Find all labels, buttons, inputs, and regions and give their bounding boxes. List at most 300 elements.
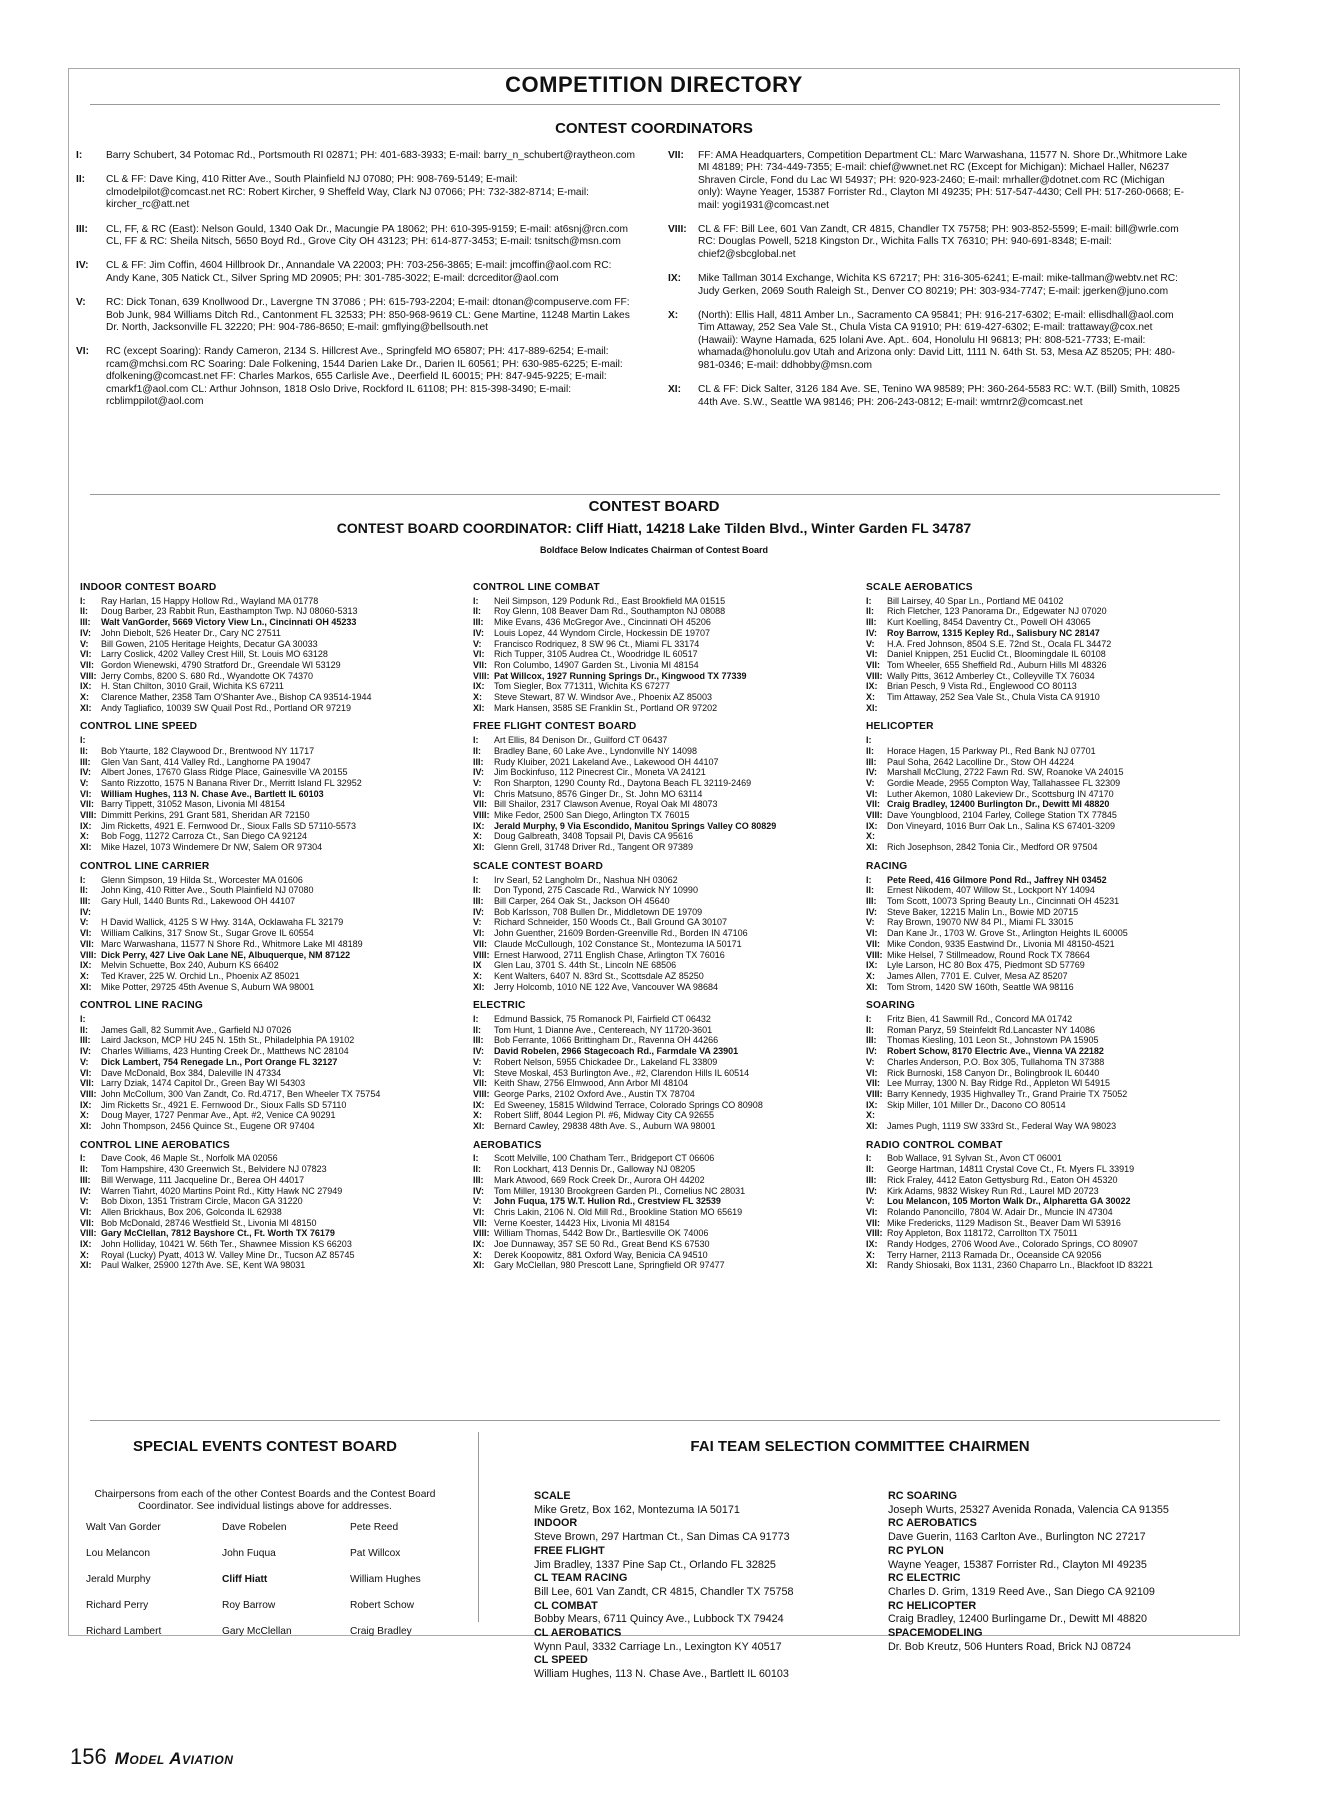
coordinator-text: RC: Dick Tonan, 639 Knollwood Dr., Lavergne TN 37086 ; PH: 615-793-2204; E-mail: dtonan@compuserve.com FF: Bob Junk, 984 Williams Ditch Rd., Cantonment FL 32533; PH: 850-968-9619 CL: Gene Martine, 11248 Martin Lakes Dr. North, Jacksonville FL 32220; PH: 904-786-8650; E-mail: gmflying@bellsouth.net [106, 297, 630, 334]
contest-board-block [80, 583, 462, 713]
region-label: V: [80, 638, 89, 649]
member-text: Bill Werwage, 111 Jacqueline Dr., Berea OH 44017 [101, 1174, 305, 1185]
board-member-row [80, 1035, 462, 1046]
member-text: Doug Barber, 23 Rabbit Run, Easthampton Twp. NJ 08060-5313 [101, 606, 358, 617]
member-text: Tim Attaway, 252 Sea Vale St., Chula Vista CA 91910 [887, 692, 1100, 703]
region-label: I: [866, 1014, 872, 1025]
board-member-row [473, 1121, 855, 1132]
coordinator-entry [76, 150, 636, 162]
board-chairman-row [866, 1196, 1228, 1207]
fai-category: RC HELICOPTER [888, 1599, 977, 1612]
board-member-row [866, 1153, 1228, 1164]
member-text: Tom Strom, 1420 SW 160th, Seattle WA 98116 [887, 981, 1074, 992]
region-label: III: [473, 756, 484, 767]
region-label: VIII: [866, 1228, 883, 1239]
member-text: Santo Rizzotto, 1575 N Banana River Dr., Merritt Island FL 32952 [101, 777, 362, 788]
member-text: John Thompson, 2456 Quince St., Eugene OR 97404 [101, 1121, 315, 1132]
coordinator-text: FF: AMA Headquarters, Competition Department CL: Marc Warwashana, 11577 N. Shore Dr.,Whitmore Lake MI 48189; PH: 734-449-7355; E-mail: chief@wwnet.net RC (Except for Michigan): Michael Haller, N6237 Shraven Circle, Fond du Lac WI 54937; PH: 920-923-2460; E-mail: mrhaller@dotnet.com RC (Michigan only): Wayne Yeager, 15387 Forrister Rd., Clayton MI 49235; PH: 517-547-4430; Cell PH: 517-260-0668; E-mail: yogi1931@comcast.net [698, 150, 1188, 211]
board-member-row [80, 907, 462, 918]
region-label: XI: [473, 1121, 485, 1132]
member-text: Mike Potter, 29725 45th Avenue S, Auburn WA 98001 [101, 981, 315, 992]
board-member-row [473, 960, 855, 971]
board-member-row [473, 1228, 855, 1239]
region-label: IV: [80, 1185, 92, 1196]
board-member-row [80, 735, 462, 746]
board-member-row [473, 789, 855, 800]
region-label: VIII: [866, 1088, 883, 1099]
region-label: III: [866, 756, 877, 767]
board-member-row [473, 1207, 855, 1218]
page-number: 156 [70, 1744, 107, 1769]
region-label: IV: [866, 906, 878, 917]
coordinator-text: Mike Tallman 3014 Exchange, Wichita KS 67217; PH: 316-305-6241; E-mail: mike-tallman@webtv.net RC: Judy Gerken, 2069 South Raleigh St., Denver CO 80219; PH: 303-934-7747; E-mail: jgerken@juno.com [698, 273, 1178, 297]
region-label: IV: [76, 260, 89, 272]
contest-board-block [866, 1141, 1228, 1271]
board-member-row [80, 1110, 462, 1121]
special-event-name: Cliff Hiatt [222, 1574, 268, 1585]
board-member-row [80, 1239, 462, 1250]
region-label: XI: [80, 1121, 92, 1132]
board-member-row [80, 681, 462, 692]
board-chairman-row [473, 821, 855, 832]
region-label: V: [80, 1056, 89, 1067]
member-text: Bernard Cawley, 29838 48th Ave. S., Auburn WA 98001 [494, 1121, 716, 1132]
board-member-row [473, 660, 855, 671]
region-label: III: [473, 1174, 484, 1185]
member-text: Lou Melancon, 105 Morton Walk Dr., Alpharetta GA 30022 [887, 1196, 1131, 1207]
magazine-name: Model Aviation [114, 1749, 234, 1768]
region-label: VII: [866, 659, 881, 670]
board-member-row [473, 778, 855, 789]
board-member-row [80, 703, 462, 714]
member-text: Bill Shailor, 2317 Clawson Avenue, Royal Oak MI 48073 [494, 799, 718, 810]
region-label: VII: [473, 659, 488, 670]
coordinator-text: CL & FF: Dick Salter, 3126 184 Ave. SE, Tenino WA 98589; PH: 360-264-5583 RC: W.T. (Bill) Smith, 10825 44th Ave. S.W., Seattle WA 98146; PH: 206-243-0812; E-mail: wmtrnr2@comcast.net [698, 384, 1180, 408]
board-member-row [866, 1035, 1228, 1046]
board-member-row [866, 789, 1228, 800]
member-text: Barry Kennedy, 1935 Highvalley Tr., Grand Prairie TX 75052 [887, 1088, 1128, 1099]
fai-category: SPACEMODELING [888, 1627, 983, 1640]
board-member-row [473, 907, 855, 918]
region-label: IX: [866, 1099, 878, 1110]
region-label: V: [866, 917, 875, 928]
member-text: Steve Stewart, 87 W. Windsor Ave., Phoenix AZ 85003 [494, 692, 712, 703]
region-label: XI: [866, 702, 878, 713]
coordinator-text: (North): Ellis Hall, 4811 Amber Ln., Sacramento CA 95841; PH: 916-217-6302; E-mail: ellisdhall@aol.com Tim Attaway, 252 Sea Vale St., Chula Vista CA 91910; PH: 619-427-6302; E-mail: trattaway@cox.net (Hawaii): Wayne Hamada, 625 Iolani Ave. Apt.. 604, Honolulu HI 96813; PH: 808-521-7733; E-mail: whamada@honolulu.gov Utah and Arizona only: David Litt, 1111 N. 64th St. 53, Mesa AZ 85205; PH: 480-981-0346; E-mail: ddhobby@msn.com [698, 310, 1175, 371]
fai-category: RC AEROBATICS [888, 1517, 977, 1530]
region-label: III: [473, 617, 484, 628]
board-member-row [866, 939, 1228, 950]
contest-board-title: SOARING [866, 1000, 915, 1012]
coordinator-entry [76, 297, 636, 334]
region-label: III: [866, 617, 877, 628]
member-text: Ted Kraver, 225 W. Orchid Ln., Phoenix AZ 85021 [101, 970, 300, 981]
region-label: II: [473, 885, 481, 896]
board-chairman-row [473, 671, 855, 682]
region-label: IX: [80, 820, 92, 831]
region-label: III: [80, 617, 91, 628]
board-member-row [473, 1068, 855, 1079]
region-label: III: [80, 1035, 91, 1046]
board-member-row [866, 950, 1228, 961]
board-member-row [473, 735, 855, 746]
member-text: Jerry Combs, 8200 S. 680 Rd., Wyandotte OK 74370 [101, 670, 314, 681]
board-member-row [866, 617, 1228, 628]
region-label: I: [473, 595, 479, 606]
region-label: VIII: [473, 1228, 490, 1239]
member-text: Dan Kane Jr., 1703 W. Grove St., Arlington Heights IL 60005 [887, 928, 1128, 939]
member-text: Bob Ferrante, 1066 Brittingham Dr., Ravenna OH 44266 [494, 1035, 719, 1046]
region-label: III: [866, 895, 877, 906]
board-divider [90, 494, 1220, 495]
region-label: VIII: [80, 949, 97, 960]
region-label: I: [473, 1153, 479, 1164]
region-label: VII: [668, 150, 684, 161]
board-member-row [473, 896, 855, 907]
board-member-row [866, 1250, 1228, 1261]
region-label: IX: [80, 960, 92, 971]
region-label: IV: [866, 767, 878, 778]
region-label: I: [80, 1014, 86, 1025]
member-text: Laird Jackson, MCP HU 245 N. 15th St., Philadelphia PA 19102 [101, 1035, 355, 1046]
board-title: CONTEST BOARD [588, 498, 720, 515]
member-text: Doug Mayer, 1727 Penmar Ave., Apt. #2, Venice CA 90291 [101, 1110, 336, 1121]
member-text: Walt VanGorder, 5669 Victory View Ln., Cincinnati OH 45233 [101, 617, 357, 628]
member-text: Rolando Panoncillo, 7804 W. Adair Dr., Muncie IN 47304 [887, 1206, 1113, 1217]
region-label: IV: [473, 767, 485, 778]
region-label: IV: [80, 627, 92, 638]
member-text: Thomas Kiesling, 101 Leon St., Johnstown PA 15905 [887, 1035, 1099, 1046]
board-member-row [473, 596, 855, 607]
board-member-row [473, 703, 855, 714]
member-text: Dick Perry, 427 Live Oak Lane NE, Albuquerque, NM 87122 [101, 949, 351, 960]
region-label: V: [866, 1196, 875, 1207]
board-member-row [473, 1153, 855, 1164]
contest-board-block [473, 1141, 855, 1271]
board-member-row [866, 746, 1228, 757]
region-label: VI: [76, 346, 90, 358]
member-text: Steve Baker, 12215 Malin Ln., Bowie MD 20715 [887, 906, 1079, 917]
board-chairman-row [866, 875, 1228, 886]
member-text: Don Typond, 275 Cascade Rd., Warwick NY 10990 [494, 885, 698, 896]
region-label: VII: [866, 1078, 881, 1089]
region-label: V: [473, 638, 482, 649]
board-member-row [80, 821, 462, 832]
fai-chairman: Charles D. Grim, 1319 Reed Ave., San Diego CA 92109 [888, 1585, 1155, 1598]
region-label: I: [473, 735, 479, 746]
region-label: II: [866, 885, 874, 896]
region-label: X: [866, 1249, 875, 1260]
region-label: II: [76, 174, 86, 186]
member-text: Mike Evans, 436 McGregor Ave., Cincinnati OH 45206 [494, 617, 711, 628]
contest-board-block [866, 583, 1228, 713]
contest-board-title: CONTROL LINE SPEED [80, 721, 198, 733]
region-label: XI: [866, 1121, 878, 1132]
member-text: Mike Helsel, 7 Stillmeadow, Round Rock TX 78664 [887, 949, 1090, 960]
member-text: Edmund Bassick, 75 Romanock Pl, Fairfield CT 06432 [494, 1014, 711, 1025]
region-label: III: [473, 895, 484, 906]
member-text: Dave McDonald, Box 384, Daleville IN 47334 [101, 1067, 282, 1078]
region-label: IV: [80, 906, 92, 917]
region-label: IX: [473, 1239, 485, 1250]
member-text: John Guenther, 21609 Borden-Greenville Rd., Borden IN 47106 [494, 928, 748, 939]
member-text: Paul Walker, 25900 127th Ave. SE, Kent WA 98031 [101, 1260, 306, 1271]
region-label: VII: [80, 938, 95, 949]
member-text: Ernest Harwood, 2711 English Chase, Arlington TX 76016 [494, 949, 725, 960]
region-label: IV: [866, 627, 878, 638]
member-text: Don Vineyard, 1016 Burr Oak Ln., Salina KS 67401-3209 [887, 820, 1115, 831]
contest-board-block [866, 862, 1228, 992]
board-column-3 [866, 583, 1228, 1280]
board-member-row [473, 1110, 855, 1121]
member-text: Bob Dixon, 1351 Tristram Circle, Macon GA 31220 [101, 1196, 303, 1207]
board-member-row [80, 628, 462, 639]
board-member-row [80, 1121, 462, 1132]
region-label: IX [473, 960, 482, 971]
region-label: X: [866, 831, 875, 842]
region-label: V: [866, 638, 875, 649]
region-label: X: [80, 970, 89, 981]
member-text: George Hartman, 14811 Crystal Cove Ct., Ft. Myers FL 33919 [887, 1164, 1135, 1175]
region-label: V: [866, 777, 875, 788]
contest-board-title: RADIO CONTROL COMBAT [866, 1139, 1003, 1151]
member-text: Glen Lau, 3701 S. 44th St., Lincoln NE 68506 [494, 960, 677, 971]
board-member-row [866, 1089, 1228, 1100]
region-label: I: [866, 874, 872, 885]
member-text: Mike Condon, 9335 Eastwind Dr., Livonia MI 48150-4521 [887, 938, 1115, 949]
board-member-row [80, 917, 462, 928]
board-member-row [80, 1100, 462, 1111]
board-member-row [866, 885, 1228, 896]
region-label: VIII: [866, 949, 883, 960]
member-text: Kurt Koelling, 8454 Daventry Ct., Powell OH 43065 [887, 617, 1091, 628]
board-member-row [80, 1164, 462, 1175]
member-text: Clarence Mather, 2358 Tam O'Shanter Ave., Bishop CA 93514-1944 [101, 692, 372, 703]
region-label: VII: [80, 1078, 95, 1089]
contest-board-title: CONTROL LINE AEROBATICS [80, 1139, 230, 1151]
member-text: Derek Koopowitz, 881 Oxford Way, Benicia CA 94510 [494, 1249, 708, 1260]
member-text: Randy Shiosaki, Box 1131, 2360 Chaparro Ln., Blackfoot ID 83221 [887, 1260, 1154, 1271]
region-label: XI: [473, 1260, 485, 1271]
board-member-row [80, 831, 462, 842]
member-text: Paul Soha, 2642 Lacolline Dr., Stow OH 44224 [887, 756, 1075, 767]
region-label: IX: [473, 820, 485, 831]
board-member-row [80, 885, 462, 896]
bottom-column-divider [478, 1432, 479, 1622]
board-member-row [866, 1014, 1228, 1025]
member-text: Neil Simpson, 129 Podunk Rd., East Brookfield MA 01515 [494, 595, 726, 606]
board-member-row [80, 810, 462, 821]
region-label: X: [473, 831, 482, 842]
coordinator-entry [668, 273, 1188, 298]
board-member-row [473, 982, 855, 993]
region-label: VIII: [80, 670, 97, 681]
member-text: Charles Williams, 423 Hunting Creek Dr., Matthews NC 28104 [101, 1046, 349, 1057]
region-label: IX: [866, 960, 878, 971]
member-text: Roy Glenn, 108 Beaver Dam Rd., Southampton NJ 08088 [494, 606, 726, 617]
member-text: Bradley Bane, 60 Lake Ave., Lyndonville NY 14098 [494, 745, 697, 756]
region-label: IV: [80, 1046, 92, 1057]
member-text: Larry Coslick, 4202 Valley Crest Hill, St. Louis MO 63128 [101, 649, 328, 660]
board-member-row [80, 875, 462, 886]
member-text: Bill Carper, 264 Oak St., Jackson OH 45640 [494, 895, 670, 906]
region-label: V: [80, 1196, 89, 1207]
board-chairman-row [80, 1057, 462, 1068]
member-text: Jerry Holcomb, 1010 NE 122 Ave, Vancouver WA 98684 [494, 981, 718, 992]
contest-board-block [473, 1001, 855, 1131]
member-text: Jim Ricketts Sr., 4921 E. Fernwood Dr., Sioux Falls SD 57110 [101, 1099, 347, 1110]
region-label: VIII: [473, 949, 490, 960]
region-label: II: [473, 1024, 481, 1035]
region-label: IX: [473, 681, 485, 692]
member-text: Roy Barrow, 1315 Kepley Rd., Salisbury NC 28147 [887, 627, 1100, 638]
fai-category: INDOOR [534, 1517, 578, 1530]
member-text: Pete Reed, 416 Gilmore Pond Rd., Jaffrey NH 03452 [887, 874, 1107, 885]
member-text: Tom Hunt, 1 Dianne Ave., Centereach, NY 11720-3601 [494, 1024, 713, 1035]
region-label: VI: [80, 928, 92, 939]
board-member-row [473, 875, 855, 886]
member-text: Chris Lakin, 2106 N. Old Mill Rd., Brookline Station MO 65619 [494, 1206, 743, 1217]
member-text: Jim Bockinfuso, 112 Pinecrest Cir., Moneta VA 24121 [494, 767, 706, 778]
member-text: John Diebolt, 526 Heater Dr., Cary NC 27511 [101, 627, 281, 638]
board-member-row [473, 799, 855, 810]
region-label: I: [473, 1014, 479, 1025]
board-member-row [866, 842, 1228, 853]
region-label: I: [80, 1153, 86, 1164]
member-text: James Gall, 82 Summit Ave., Garfield NJ 07026 [101, 1024, 292, 1035]
contest-board-title: CONTROL LINE RACING [80, 1000, 204, 1012]
member-text: James Pugh, 1119 SW 333rd St., Federal Way WA 98023 [887, 1121, 1117, 1132]
special-event-name: Dave Robelen [222, 1522, 287, 1533]
board-member-row [866, 660, 1228, 671]
member-text: David Robelen, 2966 Stagecoach Rd., Farmdale VA 23901 [494, 1046, 739, 1057]
board-member-row [473, 885, 855, 896]
region-label: VII: [866, 799, 881, 810]
region-label: X: [866, 1110, 875, 1121]
coordinator-text: CL & FF: Bill Lee, 601 Van Zandt, CR 4815, Chandler TX 75758; PH: 903-852-5599; E-mail: bill@wrle.com RC: Douglas Powell, 5218 Kingston Dr., Wichita Falls TX 76310; PH: 940-691-8348; E-mail: chief2@sbcglobal.net [698, 224, 1179, 260]
member-text: Gordon Wienewski, 4790 Stratford Dr., Greendale WI 53129 [101, 659, 341, 670]
region-label: X: [473, 1110, 482, 1121]
board-member-row [80, 1260, 462, 1271]
coordinators-right-column [668, 150, 1188, 421]
board-member-row [866, 1110, 1228, 1121]
board-member-row [80, 1014, 462, 1025]
member-text: Glenn Simpson, 19 Hilda St., Worcester MA 01606 [101, 874, 303, 885]
region-label: II: [866, 745, 874, 756]
board-member-row [866, 982, 1228, 993]
region-label: V: [80, 777, 89, 788]
region-label: IV: [473, 627, 485, 638]
member-text: H. Stan Chilton, 3010 Grail, Wichita KS 67211 [101, 681, 284, 692]
fai-chairman: Mike Gretz, Box 162, Montezuma IA 50171 [534, 1503, 740, 1516]
member-text: Francisco Rodriquez, 8 SW 96 Ct., Miami FL 33174 [494, 638, 700, 649]
region-label: III: [866, 1035, 877, 1046]
region-label: IV: [866, 1185, 878, 1196]
special-event-name: Roy Barrow [222, 1600, 276, 1611]
member-text: Tom Scott, 10073 Spring Beauty Ln., Cincinnati OH 45231 [887, 895, 1120, 906]
region-label: VI: [473, 649, 485, 660]
member-text: Lee Murray, 1300 N. Bay Ridge Rd., Appleton WI 54915 [887, 1078, 1110, 1089]
member-text: Steve Moskal, 453 Burlington Ave., #2, Clarendon Hills IL 60514 [494, 1067, 750, 1078]
member-text: Warren Tiahrt, 4020 Martins Point Rd., Kitty Hawk NC 27949 [101, 1185, 343, 1196]
board-member-row [473, 1164, 855, 1175]
member-text: Ray Harlan, 15 Happy Hollow Rd., Wayland MA 01778 [101, 595, 319, 606]
contest-board-title: SCALE CONTEST BOARD [473, 860, 604, 872]
special-event-name: Pat Willcox [350, 1548, 401, 1559]
region-label: VI: [473, 928, 485, 939]
member-text: Robert Nelson, 5955 Chickadee Dr., Lakeland FL 33809 [494, 1056, 718, 1067]
region-label: VIII: [866, 810, 883, 821]
special-event-name: Craig Bradley [350, 1626, 412, 1637]
contest-board-block [80, 1141, 462, 1271]
board-member-row [473, 1035, 855, 1046]
member-text: Mike Fedor, 2500 San Diego, Arlington TX 76015 [494, 810, 690, 821]
member-text: Ernest Nikodem, 407 Willow St., Lockport NY 14094 [887, 885, 1095, 896]
region-label: II: [80, 1164, 88, 1175]
region-label: III: [76, 223, 88, 235]
board-member-row [473, 917, 855, 928]
member-text: Bill Gowen, 2105 Heritage Heights, Decatur GA 30033 [101, 638, 318, 649]
board-member-row [473, 617, 855, 628]
member-text: Fritz Bien, 41 Sawmill Rd., Concord MA 01742 [887, 1014, 1073, 1025]
board-member-row [473, 1175, 855, 1186]
board-member-row [473, 831, 855, 842]
contest-board-title: AEROBATICS [473, 1139, 542, 1151]
member-text: Verne Koester, 14423 Hix, Livonia MI 48154 [494, 1217, 670, 1228]
member-text: Dimmitt Perkins, 291 Grant 581, Sheridan AR 72150 [101, 810, 310, 821]
contest-board-block [473, 862, 855, 992]
member-text: Louis Lopez, 44 Wyndom Circle, Hockessin DE 19707 [494, 627, 711, 638]
member-text: Bob Ytaurte, 182 Claywood Dr., Brentwood NY 11717 [101, 745, 315, 756]
contest-board-block [866, 722, 1228, 852]
region-label: X: [866, 692, 875, 703]
board-member-row [80, 928, 462, 939]
region-label: II: [866, 606, 874, 617]
contest-board-block [473, 583, 855, 713]
member-text: Rich Fletcher, 123 Panorama Dr., Edgewater NJ 07020 [887, 606, 1107, 617]
region-label: VI: [80, 649, 92, 660]
member-text: Barry Tippett, 31052 Mason, Livonia MI 48154 [101, 799, 286, 810]
member-text: Marc Warwashana, 11577 N Shore Rd., Whitmore Lake MI 48189 [101, 938, 363, 949]
board-member-row [473, 971, 855, 982]
board-member-row [80, 1153, 462, 1164]
region-label: II: [473, 745, 481, 756]
region-label: VII: [80, 659, 95, 670]
contest-board-block [473, 722, 855, 852]
member-text: Dave Youngblood, 2104 Farley, College Station TX 77845 [887, 810, 1117, 821]
region-label: III: [80, 1174, 91, 1185]
fai-chairman: Bill Lee, 601 Van Zandt, CR 4815, Chandler TX 75758 [534, 1585, 794, 1598]
board-member-row [473, 1057, 855, 1068]
region-label: VI: [866, 1206, 878, 1217]
region-label: X: [80, 692, 89, 703]
member-text: Royal (Lucky) Pyatt, 4013 W. Valley Mine Dr., Tucson AZ 85745 [101, 1249, 355, 1260]
board-member-row [473, 1186, 855, 1197]
board-member-row [866, 928, 1228, 939]
board-member-row [80, 757, 462, 768]
board-member-row [80, 767, 462, 778]
special-event-name: Jerald Murphy [86, 1574, 151, 1585]
board-member-row [80, 799, 462, 810]
member-text: George Parks, 2102 Oxford Ave., Austin TX 78704 [494, 1088, 695, 1099]
contest-board-block [80, 1001, 462, 1131]
region-label: IX: [668, 273, 682, 285]
region-label: II: [473, 606, 481, 617]
member-text: Art Ellis, 84 Denison Dr., Guilford CT 06437 [494, 735, 668, 746]
region-label: VII: [473, 1078, 488, 1089]
special-event-name: Gary McClellan [222, 1626, 292, 1637]
member-text: Irv Searl, 52 Langholm Dr., Nashua NH 03062 [494, 874, 678, 885]
